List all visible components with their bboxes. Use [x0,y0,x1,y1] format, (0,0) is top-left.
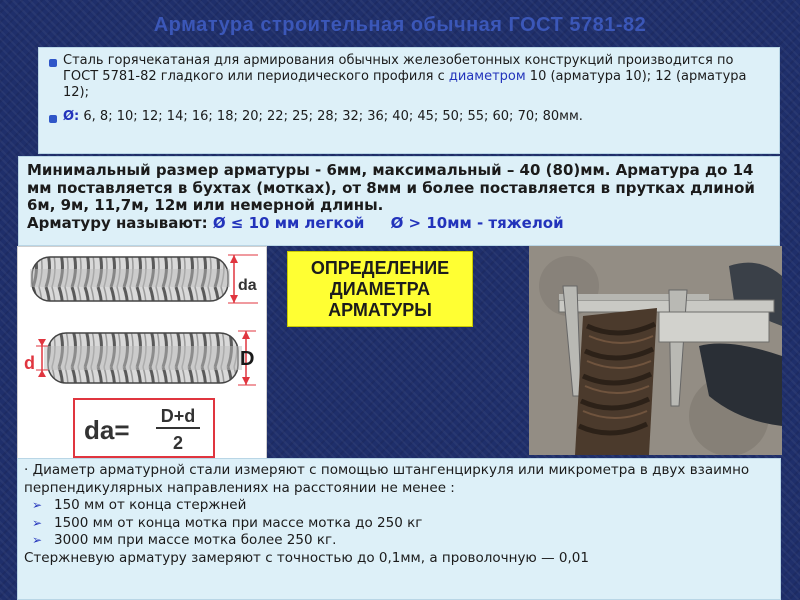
middle-text-panel [18,156,780,246]
list-item-text: 3000 мм при массе мотка более 250 кг. [54,532,337,548]
diameter-symbol: Ø: [63,109,80,124]
middle-text: Минимальный размер арматуры - 6мм, максимальный – 40 (80)мм. Арматура до 14 мм поставляется в бухтах (мотках), от 8мм и более поставляется в прутках длиной 6м, 9м, 11,7м, 12м или немерной длины. [27,161,755,214]
list-item-text: 1500 мм от конца мотка при массе мотка до 250 кг [54,514,423,531]
label-da: da [238,277,257,294]
top-text-panel [38,47,780,154]
measurement-intro: · Диаметр арматурной стали измеряют с помощью штангенциркуля или микрометра в двух взаимно перпендикулярных направлениях на расстоянии не менее : [24,462,750,496]
arrow-bullet-icon: ➢ [32,498,43,512]
clipped-sep [364,214,390,232]
rebar-top-drawing [30,255,258,303]
bullet-item-diameters [49,109,769,125]
clipped-prefix: Арматуру называют: [27,213,213,232]
formula-numerator: D+d [160,406,196,426]
square-bullet-icon [49,115,57,123]
arrow-bullet-icon: ➢ [32,515,43,530]
rebar-diagram-svg [18,247,266,461]
definition-callout [287,251,473,327]
formula-lhs: da= [84,415,130,445]
rebar-diagram [17,246,267,462]
formula-denominator: 2 [172,433,184,453]
rebar-middle-drawing [36,331,256,385]
bullet-item-gost [49,53,769,101]
clipped-heavy: Ø > 10мм - тяжелой [390,213,564,232]
callout-text: ОПРЕДЕЛЕНИЕ ДИАМЕТРА АРМАТУРЫ [310,257,450,320]
list-item [24,497,774,515]
caliper-photo-svg [529,246,782,455]
precision-footer: Стержневую арматуру замеряют с точностью до 0,1мм, а проволочную — 0,01 [24,549,589,566]
square-bullet-icon [49,59,57,67]
arrow-bullet-icon: ➢ [32,533,43,547]
item1-rest: 10 (арматура 10); 12 (арматура 12); [63,69,747,100]
clipped-light: Ø ≤ 10 мм легкой [212,213,365,232]
label-D: D [240,348,255,370]
diameter-list: 6, 8; 10; 12; 14; 16; 18; 20; 22; 25; 28; 32; 36; 40; 45; 50; 55; 60; 70; 80мм. [79,109,583,124]
list-item [24,532,774,550]
diameter-link[interactable]: диаметром [448,69,526,84]
label-d: d [24,353,35,373]
list-item [24,515,774,533]
slide-title: Арматура строительная обычная ГОСТ 5781-82 [153,14,647,36]
bottom-text-panel [17,458,781,600]
caliper-photo [529,246,782,455]
item1-text: Сталь горячекатаная для армирования обычных железобетонных конструкций производится по ГОСТ 5781-82 гладкого или периодического профиля с [63,53,734,84]
list-item-text: 150 мм от конца стержней [54,497,247,513]
